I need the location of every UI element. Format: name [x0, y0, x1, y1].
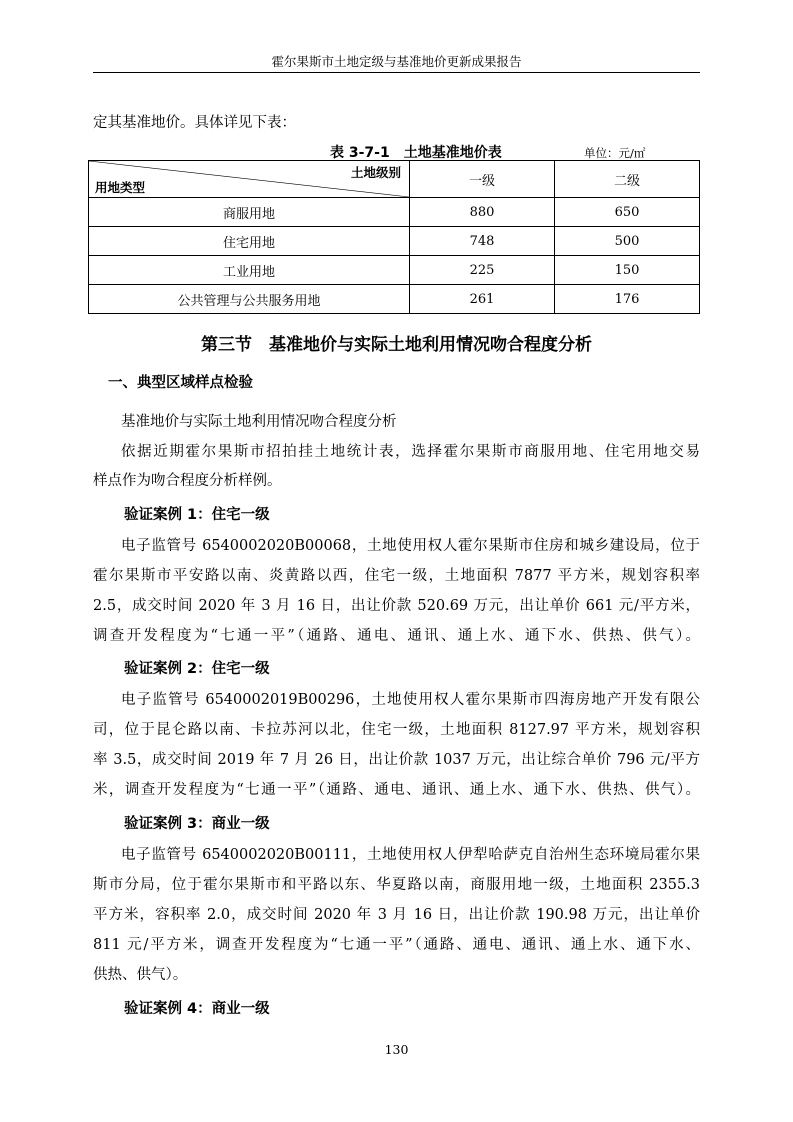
row-type: 工业用地: [89, 256, 410, 285]
column-header: 一级: [410, 161, 555, 198]
case-line: 电子监管号 6540002020B00111，土地使用权人伊犁哈萨克自治州生态环境局霍尔果: [121, 847, 700, 863]
case-title: 验证案例 4：商业一级: [124, 1001, 270, 1017]
table-corner-cell: [89, 161, 410, 198]
case-line: 电子监管号 6540002020B00068，土地使用权人霍尔果斯市住房和城乡建设局，位于: [121, 538, 700, 554]
case-line: 811 元/平方米，调查开发程度为“七通一平”（通路、通电、通讯、通上水、通下水、: [93, 937, 700, 953]
paragraph-line: 依据近期霍尔果斯市招拍挂土地统计表，选择霍尔果斯市商服用地、住宅用地交易: [121, 444, 700, 460]
cell-value: 176: [555, 285, 700, 314]
row-type: 商服用地: [89, 198, 410, 227]
table-header-row: [89, 161, 700, 198]
subheading: 一、典型区域样点检验: [108, 375, 253, 391]
table-row: [89, 256, 700, 285]
header-rule: [93, 72, 700, 73]
table-row: [89, 227, 700, 256]
table-row: [89, 198, 700, 227]
column-header: 二级: [555, 161, 700, 198]
case-line: 供热、供气）。: [93, 967, 188, 983]
case-line: 2.5，成交时间 2020 年 3 月 16 日，出让价款 520.69 万元，出让单价 661 元/平方米，: [93, 598, 700, 614]
corner-label-grade: 土地级别: [350, 165, 401, 180]
case-line: 米，调查开发程度为“七通一平”（通路、通电、通讯、通上水、通下水、供热、供气）。: [93, 782, 700, 798]
case-line: 率 3.5，成交时间 2019 年 7 月 26 日，出让价款 1037 万元，出让综合单价 796 元/平方: [93, 752, 700, 768]
cell-value: 261: [410, 285, 555, 314]
case-title: 验证案例 1：住宅一级: [124, 507, 270, 523]
cell-value: 880: [410, 198, 555, 227]
case-line: 霍尔果斯市平安路以南、炎黄路以西，住宅一级，土地面积 7877 平方米，规划容积率: [93, 568, 700, 584]
land-price-table: [88, 160, 700, 314]
page-number: 130: [384, 1042, 409, 1057]
paragraph: 基准地价与实际土地利用情况吻合程度分析: [121, 414, 397, 430]
table-row: [89, 285, 700, 314]
case-line: 司，位于昆仑路以南、卡拉苏河以北，住宅一级，土地面积 8127.97 平方米，规划容积: [93, 722, 700, 738]
table-unit: 单位：元/㎡: [584, 146, 646, 160]
cell-value: 150: [555, 256, 700, 285]
running-header: 霍尔果斯市土地定级与基准地价更新成果报告: [271, 54, 522, 69]
case-title: 验证案例 3：商业一级: [124, 816, 270, 832]
case-title: 验证案例 2：住宅一级: [124, 661, 270, 677]
case-line: 平方米，容积率 2.0，成交时间 2020 年 3 月 16 日，出让价款 190.98 万元，出让单价: [93, 907, 700, 923]
row-type: 住宅用地: [89, 227, 410, 256]
cell-value: 748: [410, 227, 555, 256]
case-line: 斯市分局，位于霍尔果斯市和平路以东、华夏路以南，商服用地一级，土地面积 2355.3: [93, 877, 700, 893]
row-type: 公共管理与公共服务用地: [89, 285, 410, 314]
case-line: 调查开发程度为“七通一平”（通路、通电、通讯、通上水、通下水、供热、供气）。: [93, 628, 700, 644]
intro-line: 定其基准地价。具体详见下表：: [93, 115, 296, 131]
section-title: 第三节 基准地价与实际土地利用情况吻合程度分析: [201, 335, 592, 355]
cell-value: 500: [555, 227, 700, 256]
table-caption: 表 3-7-1 土地基准地价表: [330, 145, 502, 161]
case-line: 电子监管号 6540002019B00296，土地使用权人霍尔果斯市四海房地产开发有限公: [121, 692, 700, 708]
cell-value: 225: [410, 256, 555, 285]
corner-label-type: 用地类型: [95, 180, 146, 195]
paragraph-line: 样点作为吻合程度分析样例。: [93, 473, 282, 489]
cell-value: 650: [555, 198, 700, 227]
